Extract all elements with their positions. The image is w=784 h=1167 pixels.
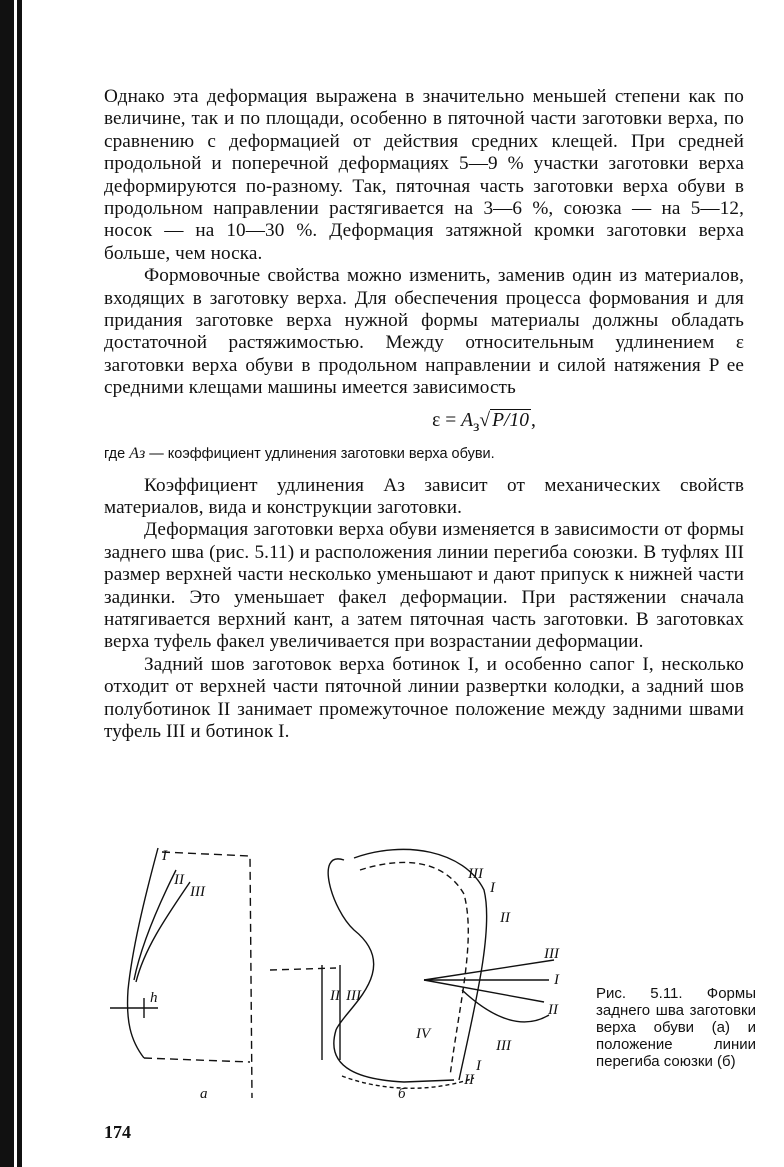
label-h: h — [150, 990, 158, 1006]
where-text: — коэффициент удлинения заготовки верха обуви. — [145, 445, 495, 462]
label-II-b: II — [330, 988, 340, 1004]
paragraph-3: Коэффициент удлинения Aз зависит от механических свойств материалов, вида и конструкции заготовки. — [104, 474, 744, 518]
sqrt-sign: √ — [479, 409, 491, 431]
label-III-right: III — [544, 946, 559, 962]
page-number: 174 — [104, 1122, 131, 1142]
paragraph-2: Формовочные свойства можно изменить, заменив один из материалов, входящих в заготовку верха. Для обеспечения процесса формования и для придания заготовке верха нужной формы материалы должны обладать достаточной растяжимостью. Между относительным удлинением ε заготовки верха обуви в продольном направлении и силой натяжения P ее средними клещами машины имеется зависимость — [104, 265, 744, 399]
formula — [224, 408, 744, 439]
formula-sub: з — [473, 416, 480, 435]
label-II-bottom: II — [464, 1072, 474, 1088]
text-column — [104, 86, 744, 743]
label-II-a: II — [174, 872, 184, 888]
label-II-right: II — [548, 1002, 558, 1018]
where-line — [104, 443, 744, 465]
label-III-a: III — [190, 884, 205, 900]
vamp-outline-outer — [328, 859, 454, 1082]
figure-5-11 — [104, 830, 764, 1110]
seam-curve-II — [134, 870, 176, 980]
label-III-b: III — [346, 988, 361, 1004]
seam-curve-I — [128, 848, 158, 1058]
figure-caption: Рис. 5.11. Формы заднего шва заготовки верха обуви (а) и положение линии перегиба союзки (б) — [596, 985, 756, 1070]
label-b: б — [398, 1086, 406, 1102]
fold-line-II — [424, 980, 544, 1002]
label-IV: IV — [416, 1026, 431, 1042]
label-II-top: II — [500, 910, 510, 926]
formula-coef: A — [461, 409, 473, 431]
label-a: а — [200, 1086, 208, 1102]
label-I-top: I — [490, 880, 495, 896]
fold-line-III — [424, 960, 554, 980]
label-I-right: I — [554, 972, 559, 988]
formula-tail: , — [530, 409, 536, 431]
figure-drawing — [104, 830, 604, 1110]
paragraph-1: Однако эта деформация выражена в значительно меньшей степени как по величине, так и по площади, особенно в пяточной части заготовки верха, по сравнению с деформацией от действия средних клещей. При средней продольной и поперечной деформациях 5—9 % участки заготовки верха деформируются по-разному. Так, пяточная часть заготовки верха обуви в продольном направлении растягивается на 3—6 %, союзка — на 5—12, носок — на 10—30 %. Деформация затяжной кромки заготовки верха больше, чем носка. — [104, 86, 744, 264]
cut-line-left — [270, 968, 336, 970]
where-symbol: Aз — [129, 444, 146, 462]
label-I-a: I — [162, 848, 167, 864]
where-prefix: где — [104, 445, 130, 462]
label-III-top: III — [468, 866, 483, 882]
paragraph-4: Деформация заготовки верха обуви изменяется в зависимости от формы заднего шва (рис. 5.11) и расположения линии перегиба союзки. В туфлях III размер верхней части несколько уменьшают и дают припуск к нижней части задинки. Это уменьшает факел деформации. При растяжении сначала натягивается верхний кант, а затем пяточная часть заготовки. В заготовках верха туфель факел увеличивается при возрастании деформации. — [104, 519, 744, 653]
formula-lhs: ε = — [432, 409, 462, 431]
bottom-outline-a — [144, 1058, 250, 1062]
label-III-bottom: III — [496, 1038, 511, 1054]
label-I-bottom: I — [476, 1058, 481, 1074]
quarter-dashed — [360, 862, 468, 1076]
formula-radicand: P/10 — [492, 409, 529, 431]
paragraph-5: Задний шов заготовок верха ботинок I, и особенно сапог I, несколько отходит от верхней части пяточной линии развертки колодки, а задний шов полуботинок II занимает промежуточное положение между задними швами туфель III и ботинок I. — [104, 653, 744, 743]
binding-edge — [0, 0, 22, 1167]
